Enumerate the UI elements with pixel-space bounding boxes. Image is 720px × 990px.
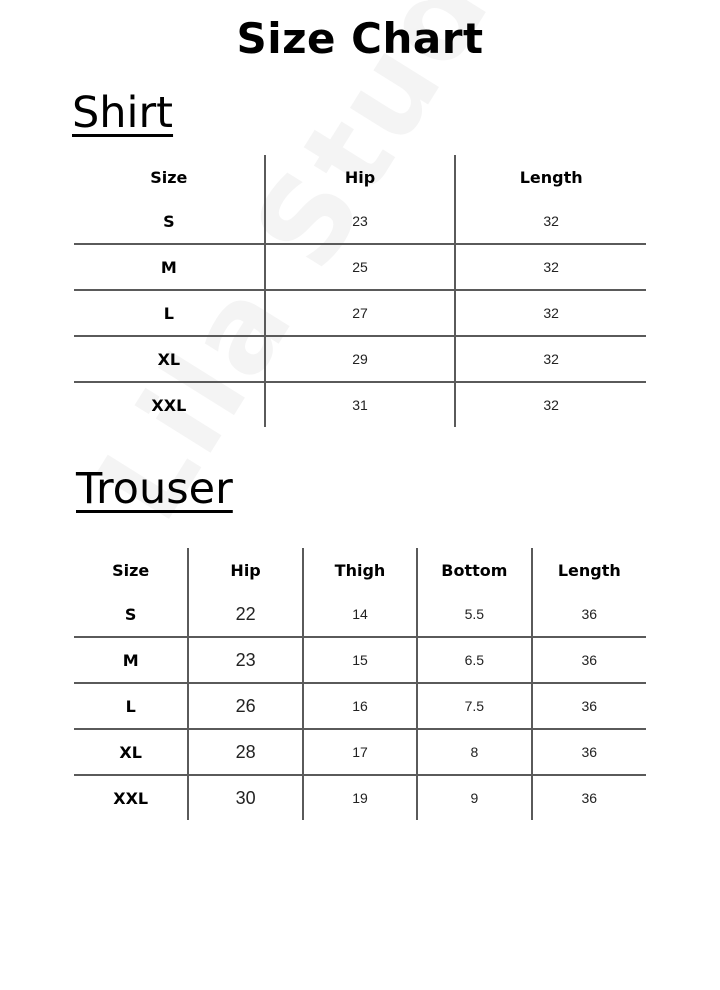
table-row <box>74 729 646 775</box>
thigh-cell: 17 <box>303 729 417 775</box>
length-cell: 32 <box>543 397 559 413</box>
size-cell: XXL <box>74 775 188 820</box>
bottom-cell: 8 <box>417 729 531 775</box>
table-row <box>74 592 646 637</box>
length-cell: 32 <box>455 244 646 290</box>
length-cell: 36 <box>532 683 646 729</box>
thigh-cell: 15 <box>303 637 417 683</box>
table-row <box>74 683 646 729</box>
page-title: Size Chart <box>236 14 484 63</box>
column-header-size: Size <box>74 548 188 592</box>
bottom-cell: 6.5 <box>417 637 531 683</box>
size-cell: XL <box>74 729 188 775</box>
length-cell: 36 <box>532 729 646 775</box>
hip-cell: 26 <box>188 683 302 729</box>
hip-cell: 27 <box>265 290 456 336</box>
column-header-thigh: Thigh <box>303 548 417 592</box>
table-header-row <box>74 155 646 199</box>
thigh-cell: 16 <box>303 683 417 729</box>
table-row <box>74 382 646 427</box>
table-row <box>74 775 646 820</box>
hip-cell: 22 <box>188 592 302 637</box>
table-header-row <box>74 548 646 592</box>
length-cell: 32 <box>455 290 646 336</box>
table-row <box>74 336 646 382</box>
hip-cell: 28 <box>188 729 302 775</box>
column-header-length: Length <box>557 560 621 580</box>
column-header-length: Length <box>519 167 583 187</box>
hip-cell: 31 <box>265 382 456 427</box>
trouser-section-title: Trouser <box>76 464 233 514</box>
bottom-cell: 9 <box>417 775 531 820</box>
table-row <box>74 290 646 336</box>
length-cell: 36 <box>532 592 646 637</box>
hip-cell: 23 <box>188 637 302 683</box>
size-cell: L <box>74 290 265 336</box>
shirt-section-title: Shirt <box>72 88 174 138</box>
column-header-size: Size <box>74 155 265 199</box>
table-row <box>74 199 646 244</box>
bottom-cell: 5.5 <box>417 592 531 637</box>
thigh-cell: 14 <box>303 592 417 637</box>
column-header-bottom: Bottom <box>417 548 531 592</box>
hip-cell: 23 <box>265 199 456 244</box>
trouser-size-table <box>74 548 646 820</box>
size-cell: L <box>74 683 188 729</box>
length-cell: 32 <box>455 336 646 382</box>
thigh-cell: 19 <box>303 775 417 820</box>
table-row <box>74 244 646 290</box>
column-header-hip: Hip <box>265 155 456 199</box>
hip-cell: 25 <box>265 244 456 290</box>
bottom-cell: 7.5 <box>417 683 531 729</box>
size-cell: M <box>74 244 265 290</box>
size-cell: M <box>74 637 188 683</box>
length-cell: 32 <box>455 199 646 244</box>
length-cell: 36 <box>581 790 598 806</box>
hip-cell: 30 <box>188 775 302 820</box>
length-cell: 36 <box>532 637 646 683</box>
hip-cell: 29 <box>265 336 456 382</box>
size-cell: S <box>74 199 265 244</box>
size-cell: S <box>74 592 188 637</box>
size-cell: XXL <box>74 382 265 427</box>
column-header-hip: Hip <box>188 548 302 592</box>
table-row <box>74 637 646 683</box>
size-cell: XL <box>74 336 265 382</box>
shirt-size-table <box>74 155 646 427</box>
